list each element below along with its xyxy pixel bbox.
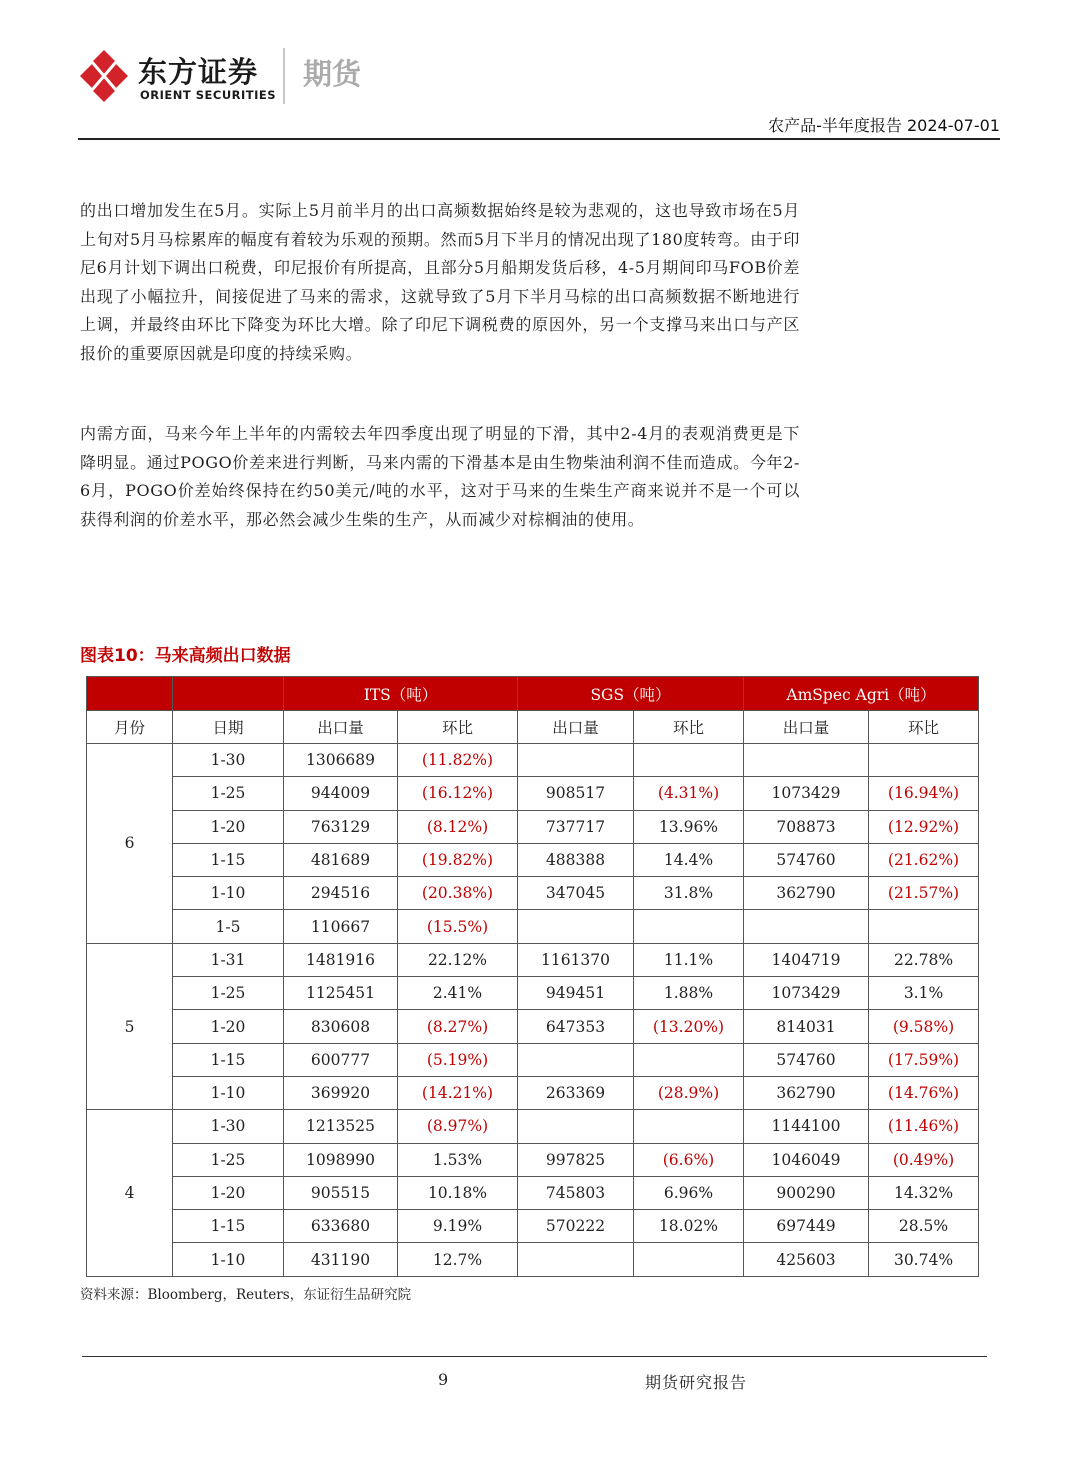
change-cell: (16.94%) bbox=[869, 777, 979, 810]
change-cell: (21.57%) bbox=[869, 877, 979, 910]
change-cell: 11.1% bbox=[634, 943, 744, 976]
volume-cell: 900290 bbox=[744, 1176, 869, 1209]
table-row bbox=[87, 1010, 979, 1043]
orient-securities-logo-icon bbox=[78, 48, 130, 104]
table-row bbox=[87, 1110, 979, 1143]
change-cell: 14.4% bbox=[634, 843, 744, 876]
date-cell: 1-10 bbox=[173, 877, 284, 910]
date-cell: 1-15 bbox=[173, 1043, 284, 1076]
volume-cell: 1046049 bbox=[744, 1143, 869, 1176]
volume-cell: 488388 bbox=[518, 843, 634, 876]
volume-cell: 294516 bbox=[284, 877, 398, 910]
change-cell: 3.1% bbox=[869, 977, 979, 1010]
volume-cell: 263369 bbox=[518, 1076, 634, 1109]
volume-cell: 737717 bbox=[518, 810, 634, 843]
volume-cell: 481689 bbox=[284, 843, 398, 876]
month-cell: 4 bbox=[87, 1110, 173, 1276]
date-cell: 1-25 bbox=[173, 1143, 284, 1176]
volume-cell: 830608 bbox=[284, 1010, 398, 1043]
change-cell bbox=[634, 1043, 744, 1076]
volume-cell: 1144100 bbox=[744, 1110, 869, 1143]
header-sgs: SGS（吨） bbox=[518, 677, 744, 711]
volume-cell: 1481916 bbox=[284, 943, 398, 976]
volume-cell bbox=[744, 744, 869, 777]
date-cell: 1-20 bbox=[173, 810, 284, 843]
volume-cell bbox=[518, 1110, 634, 1143]
table-row bbox=[87, 810, 979, 843]
change-cell: (28.9%) bbox=[634, 1076, 744, 1109]
change-cell: (15.5%) bbox=[398, 910, 518, 943]
change-cell: 1.53% bbox=[398, 1143, 518, 1176]
volume-cell: 570222 bbox=[518, 1210, 634, 1243]
volume-cell: 1161370 bbox=[518, 943, 634, 976]
brand-name: 东方证券 bbox=[138, 55, 259, 89]
date-cell: 1-30 bbox=[173, 744, 284, 777]
subheader-cell: 出口量 bbox=[518, 711, 634, 744]
volume-cell: 431190 bbox=[284, 1243, 398, 1276]
volume-cell: 814031 bbox=[744, 1010, 869, 1043]
volume-cell: 1213525 bbox=[284, 1110, 398, 1143]
change-cell bbox=[869, 744, 979, 777]
change-cell: 14.32% bbox=[869, 1176, 979, 1209]
date-cell: 1-30 bbox=[173, 1110, 284, 1143]
date-cell: 1-5 bbox=[173, 910, 284, 943]
change-cell: 31.8% bbox=[634, 877, 744, 910]
table-row bbox=[87, 843, 979, 876]
change-cell bbox=[634, 910, 744, 943]
footer-divider bbox=[82, 1356, 987, 1357]
figure-source: 资料来源：Bloomberg，Reuters，东证衍生品研究院 bbox=[80, 1287, 412, 1303]
subheader-cell: 月份 bbox=[87, 711, 173, 744]
page-header bbox=[78, 40, 1000, 140]
volume-cell: 362790 bbox=[744, 877, 869, 910]
volume-cell: 708873 bbox=[744, 810, 869, 843]
volume-cell: 425603 bbox=[744, 1243, 869, 1276]
header-amspec: AmSpec Agri（吨） bbox=[744, 677, 979, 711]
change-cell: (6.6%) bbox=[634, 1143, 744, 1176]
change-cell: 6.96% bbox=[634, 1176, 744, 1209]
table-row bbox=[87, 1076, 979, 1109]
change-cell: 13.96% bbox=[634, 810, 744, 843]
subheader-cell: 环比 bbox=[869, 711, 979, 744]
volume-cell: 574760 bbox=[744, 1043, 869, 1076]
brand-name-en: ORIENT SECURITIES bbox=[140, 88, 277, 102]
volume-cell bbox=[744, 910, 869, 943]
brand-divider bbox=[283, 48, 285, 104]
change-cell: (0.49%) bbox=[869, 1143, 979, 1176]
volume-cell: 908517 bbox=[518, 777, 634, 810]
change-cell: (20.38%) bbox=[398, 877, 518, 910]
subheader-row bbox=[87, 711, 979, 744]
date-cell: 1-10 bbox=[173, 1076, 284, 1109]
header-blank bbox=[173, 677, 284, 711]
change-cell: 18.02% bbox=[634, 1210, 744, 1243]
page-number: 9 bbox=[438, 1370, 449, 1389]
change-cell: (8.27%) bbox=[398, 1010, 518, 1043]
date-cell: 1-15 bbox=[173, 843, 284, 876]
change-cell: (13.20%) bbox=[634, 1010, 744, 1043]
volume-cell: 745803 bbox=[518, 1176, 634, 1209]
change-cell: 1.88% bbox=[634, 977, 744, 1010]
table-row bbox=[87, 777, 979, 810]
volume-cell bbox=[518, 1043, 634, 1076]
volume-cell: 697449 bbox=[744, 1210, 869, 1243]
footer-label: 期货研究报告 bbox=[645, 1373, 748, 1392]
volume-cell: 944009 bbox=[284, 777, 398, 810]
change-cell: 22.12% bbox=[398, 943, 518, 976]
date-cell: 1-31 bbox=[173, 943, 284, 976]
body-paragraph: 内需方面，马来今年上半年的内需较去年四季度出现了明显的下滑，其中2-4月的表观消费更是下降明显。通过POGO价差来进行判断，马来内需的下滑基本是由生物柴油利润不佳而造成。今年2-6月，POGO价差始终保持在约50美元/吨的水平，这对于马来的生柴生产商来说并不是一个可以获得利润的价差水平，那必然会减少生柴的生产，从而减少对棕榈油的使用。 bbox=[80, 424, 800, 529]
change-cell: (4.31%) bbox=[634, 777, 744, 810]
change-cell: (11.46%) bbox=[869, 1110, 979, 1143]
table-row bbox=[87, 943, 979, 976]
change-cell: (16.12%) bbox=[398, 777, 518, 810]
change-cell: 10.18% bbox=[398, 1176, 518, 1209]
table-row bbox=[87, 1243, 979, 1276]
volume-cell: 997825 bbox=[518, 1143, 634, 1176]
subheader-cell: 日期 bbox=[173, 711, 284, 744]
subheader-cell: 出口量 bbox=[744, 711, 869, 744]
volume-cell: 1073429 bbox=[744, 777, 869, 810]
change-cell: 22.78% bbox=[869, 943, 979, 976]
volume-cell: 1125451 bbox=[284, 977, 398, 1010]
header-blank bbox=[87, 677, 173, 711]
change-cell: 2.41% bbox=[398, 977, 518, 1010]
change-cell: (14.21%) bbox=[398, 1076, 518, 1109]
date-cell: 1-15 bbox=[173, 1210, 284, 1243]
change-cell: (8.12%) bbox=[398, 810, 518, 843]
change-cell: (21.62%) bbox=[869, 843, 979, 876]
month-cell: 5 bbox=[87, 943, 173, 1109]
table-row bbox=[87, 977, 979, 1010]
table-row bbox=[87, 1210, 979, 1243]
header-divider bbox=[78, 138, 1000, 140]
change-cell bbox=[869, 910, 979, 943]
change-cell bbox=[634, 1243, 744, 1276]
month-cell: 6 bbox=[87, 744, 173, 944]
change-cell: 28.5% bbox=[869, 1210, 979, 1243]
volume-cell: 633680 bbox=[284, 1210, 398, 1243]
export-data-table bbox=[86, 676, 979, 1277]
date-cell: 1-20 bbox=[173, 1010, 284, 1043]
volume-cell: 763129 bbox=[284, 810, 398, 843]
change-cell: (9.58%) bbox=[869, 1010, 979, 1043]
volume-cell: 949451 bbox=[518, 977, 634, 1010]
header-its: ITS（吨） bbox=[284, 677, 518, 711]
volume-cell: 1306689 bbox=[284, 744, 398, 777]
date-cell: 1-25 bbox=[173, 977, 284, 1010]
volume-cell bbox=[518, 744, 634, 777]
table-row bbox=[87, 744, 979, 777]
volume-cell: 1073429 bbox=[744, 977, 869, 1010]
subheader-cell: 环比 bbox=[634, 711, 744, 744]
volume-cell: 1098990 bbox=[284, 1143, 398, 1176]
change-cell: (19.82%) bbox=[398, 843, 518, 876]
change-cell: 9.19% bbox=[398, 1210, 518, 1243]
volume-cell: 362790 bbox=[744, 1076, 869, 1109]
volume-cell: 347045 bbox=[518, 877, 634, 910]
change-cell bbox=[634, 1110, 744, 1143]
change-cell: (12.92%) bbox=[869, 810, 979, 843]
table-row bbox=[87, 1143, 979, 1176]
table-row bbox=[87, 877, 979, 910]
report-info: 农产品-半年度报告 2024-07-01 bbox=[768, 116, 1000, 135]
volume-cell: 600777 bbox=[284, 1043, 398, 1076]
change-cell: (11.82%) bbox=[398, 744, 518, 777]
date-cell: 1-25 bbox=[173, 777, 284, 810]
volume-cell: 647353 bbox=[518, 1010, 634, 1043]
volume-cell: 1404719 bbox=[744, 943, 869, 976]
subheader-cell: 环比 bbox=[398, 711, 518, 744]
volume-cell bbox=[518, 910, 634, 943]
change-cell bbox=[634, 744, 744, 777]
brand-subtitle: 期货 bbox=[303, 57, 362, 91]
change-cell: (14.76%) bbox=[869, 1076, 979, 1109]
change-cell: 12.7% bbox=[398, 1243, 518, 1276]
volume-cell: 574760 bbox=[744, 843, 869, 876]
subheader-cell: 出口量 bbox=[284, 711, 398, 744]
change-cell: (5.19%) bbox=[398, 1043, 518, 1076]
volume-cell bbox=[518, 1243, 634, 1276]
table-row bbox=[87, 1043, 979, 1076]
volume-cell: 369920 bbox=[284, 1076, 398, 1109]
change-cell: 30.74% bbox=[869, 1243, 979, 1276]
change-cell: (17.59%) bbox=[869, 1043, 979, 1076]
figure-title: 图表10：马来高频出口数据 bbox=[80, 646, 291, 666]
table-row bbox=[87, 1176, 979, 1209]
volume-cell: 905515 bbox=[284, 1176, 398, 1209]
table-row bbox=[87, 910, 979, 943]
body-paragraph: 的出口增加发生在5月。实际上5月前半月的出口高频数据始终是较为悲观的，这也导致市场在5月上旬对5月马棕累库的幅度有着较为乐观的预期。然而5月下半月的情况出现了180度转弯。由于印尼6月计划下调出口税费，印尼报价有所提高，且部分5月船期发货后移，4-5月期间印马FOB价差出现了小幅拉升，间接促进了马来的需求，这就导致了5月下半月马棕的出口高频数据不断地进行上调，并最终由环比下降变为环比大增。除了印尼下调税费的原因外，另一个支撑马来出口与产区报价的重要原因就是印度的持续采购。 bbox=[80, 201, 800, 363]
date-cell: 1-20 bbox=[173, 1176, 284, 1209]
date-cell: 1-10 bbox=[173, 1243, 284, 1276]
volume-cell: 110667 bbox=[284, 910, 398, 943]
change-cell: (8.97%) bbox=[398, 1110, 518, 1143]
